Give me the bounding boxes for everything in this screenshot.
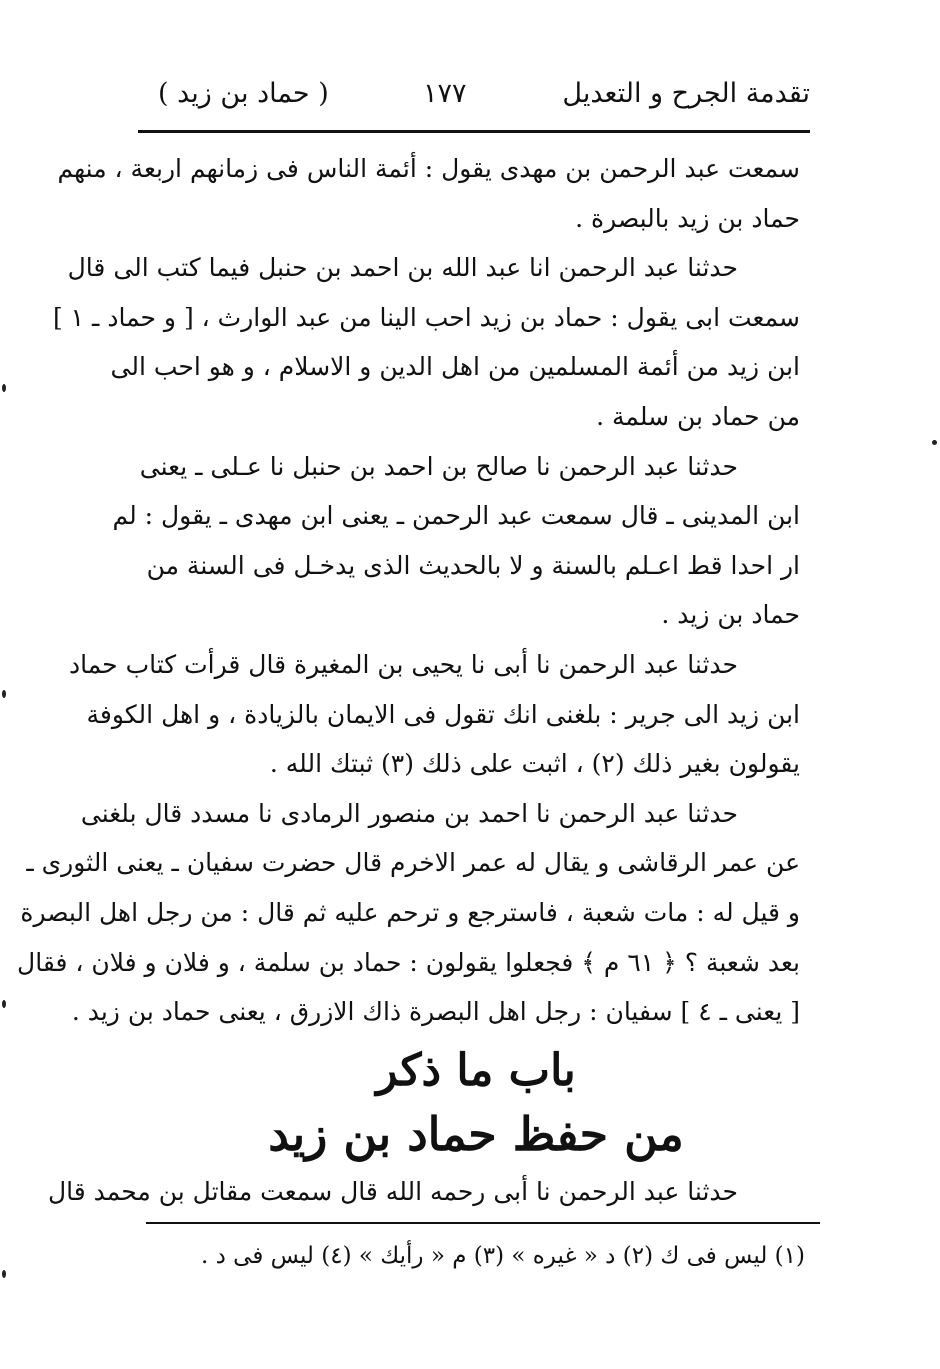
text-line: سمعت ابى يقول : حماد بن زيد احب الينا من عبد الوارث ، [ و حماد ـ ١ ] bbox=[52, 302, 800, 332]
text-line: ابن زيد الى جرير : بلغنى انك تقول فى الايمان بالزيادة ، و اهل الكوفة bbox=[86, 699, 800, 729]
chapter-heading bbox=[152, 1041, 800, 1167]
text-line: حماد بن زيد بالبصرة . bbox=[575, 203, 800, 233]
text-line: سمعت عبد الرحمن بن مهدى يقول : أئمة الناس فى زمانهم اربعة ، منهم bbox=[57, 154, 800, 183]
scan-speck bbox=[932, 440, 937, 445]
header-book-title: تقدمة الجرح و التعديل bbox=[562, 78, 810, 109]
text-line: من حماد بن سلمة . bbox=[596, 401, 800, 431]
text-line: و قيل له : مات شعبة ، فاسترجع و ترحم عليه ثم قال : من رجل اهل البصرة bbox=[20, 897, 800, 927]
scan-speck bbox=[2, 690, 6, 698]
text-line: حدثنا عبد الرحمن نا أبى نا يحيى بن المغيرة قال قرأت كتاب حماد bbox=[68, 649, 738, 679]
body-text bbox=[17, 144, 800, 1216]
footnotes: (١) ليس فى ك (٢) د « غيره » (٣) م « رأيك » (٤) ليس فى د . bbox=[200, 1243, 805, 1269]
text-line: [ يعنى ـ ٤ ] سفيان : رجل اهل البصرة ذاك الازرق ، يعنى حماد بن زيد . bbox=[71, 997, 800, 1027]
chapter-heading-line-2: من حفظ حماد بن زيد bbox=[268, 1106, 684, 1161]
text-line: حدثنا عبد الرحمن نا صالح بن احمد بن حنبل نا عـلى ـ يعنى bbox=[139, 451, 738, 481]
scan-speck bbox=[2, 1000, 6, 1008]
text-line: حماد بن زيد . bbox=[661, 600, 800, 630]
text-line: حدثنا عبد الرحمن نا أبى رحمه الله قال سمعت مقاتل بن محمد قال bbox=[48, 1176, 738, 1206]
scan-speck bbox=[2, 1270, 6, 1278]
text-line: ابن زيد من أئمة المسلمين من اهل الدين و الاسلام ، و هو احب الى bbox=[110, 352, 800, 382]
scan-speck bbox=[2, 384, 6, 392]
text-line: عن عمر الرقاشى و يقال له عمر الاخرم قال حضرت سفيان ـ يعنى الثورى ـ bbox=[26, 848, 800, 878]
chapter-heading-line-1: باب ما ذكر bbox=[376, 1044, 576, 1096]
running-header bbox=[138, 78, 810, 118]
header-section-title: ( حماد بن زيد ) bbox=[158, 78, 329, 109]
text-line: بعد شعبة ؟ ﴿ ٦١ م ﴾ فجعلوا يقولون : حماد بن سلمة ، و فلان و فلان ، فقال bbox=[17, 947, 800, 977]
text-line: حدثنا عبد الرحمن نا احمد بن منصور الرمادى نا مسدد قال بلغنى bbox=[80, 798, 738, 828]
text-line: يقولون بغير ذلك (٢) ، اثبت على ذلك (٣) ثبتك الله . bbox=[269, 749, 800, 779]
header-page-number: ١٧٧ bbox=[423, 78, 467, 109]
text-line: ار احدا قط اعـلم بالسنة و لا بالحديث الذى يدخـل فى السنة من bbox=[146, 550, 800, 580]
footnote-rule bbox=[146, 1222, 820, 1224]
text-line: حدثنا عبد الرحمن انا عبد الله بن احمد بن حنبل فيما كتب الى قال bbox=[67, 253, 738, 283]
text-line: ابن المدينى ـ قال سمعت عبد الرحمن ـ يعنى ابن مهدى ـ يقول : لم bbox=[112, 501, 800, 531]
header-rule bbox=[138, 130, 810, 133]
